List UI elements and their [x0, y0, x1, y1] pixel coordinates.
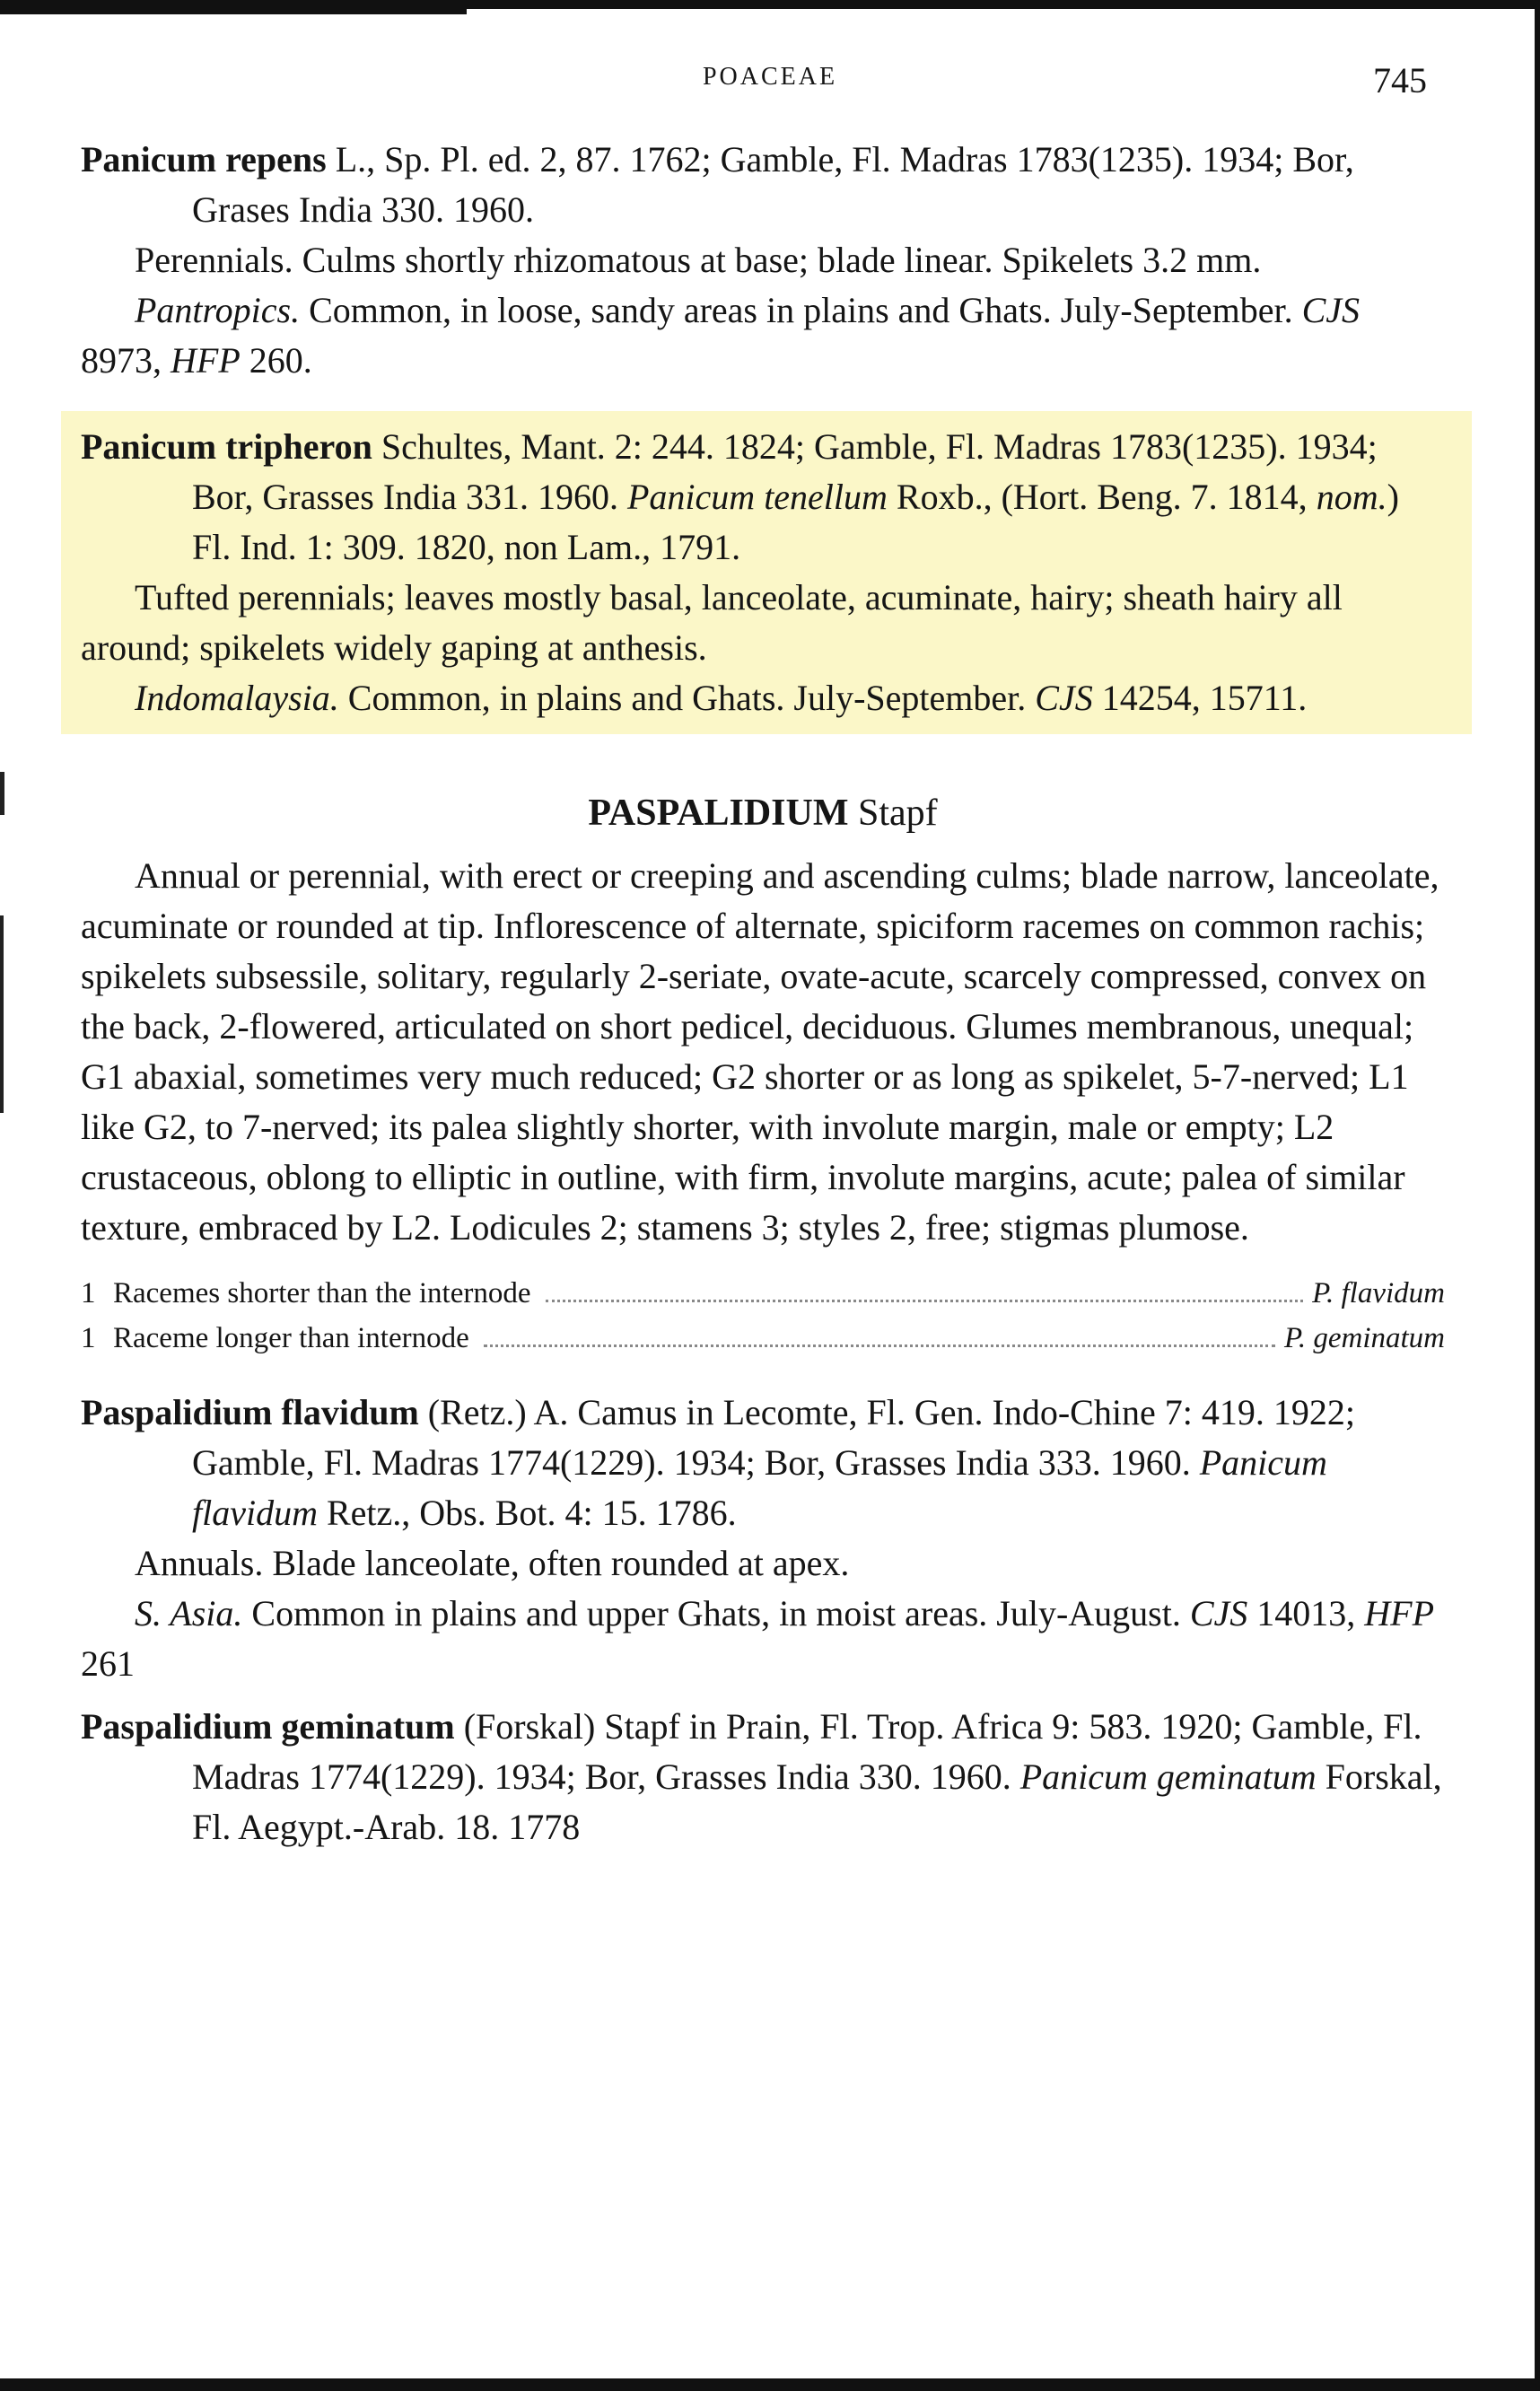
genus-title [81, 788, 1445, 838]
dot-leader [546, 1300, 1304, 1302]
distribution-text: Common in plains and upper Ghats, in moist areas. July-August. [242, 1593, 1190, 1633]
synonym-name: Panicum geminatum [1019, 1756, 1317, 1797]
species-citation: L., Sp. Pl. ed. 2, 87. 1762; Gamble, Fl. Madras 1783(1235). 1934; Bor, Grases India 330. 1960. [192, 139, 1354, 230]
dot-leader [484, 1344, 1275, 1347]
specimen-collector: HFP [1364, 1593, 1435, 1633]
key-lead-text: Racemes shorter than the internode [113, 1277, 531, 1309]
species-entry-paspalidium-flavidum [81, 1388, 1445, 1689]
genus-name: PASPALIDIUM [588, 793, 849, 834]
synonym-citation: Roxb., (Hort. Beng. 7. 1814, [887, 477, 1317, 517]
key-couplet [81, 1271, 1445, 1316]
species-description: Annuals. Blade lanceolate, often rounded at apex. [135, 1543, 850, 1583]
specimen-number: 14013, [1247, 1593, 1365, 1633]
genus-author: Stapf [848, 793, 938, 834]
genus-description: Annual or perennial, with erect or creeping and ascending culms; blade narrow, lanceolate, acuminate or rounded at tip. Inflorescence of alternate, spiciform racemes on common rachis; spikelets subsessile, solitary, regularly 2-seriate, ovate-acute, scarcely compressed, convex on the back, 2-flowered, articulated on short pedicel, deciduous. Glumes membranous, unequal; G1 abaxial, sometimes very much reduced; G2 shorter or as long as spikelet, 5-7-nerved; L1 like G2, to 7-nerved; its palea slightly shorter, with involute margin, male or empty; L2 crustaceous, oblong to elliptic in outline, with firm, involute margins, acute; palea of similar texture, embraced by L2. Lodicules 2; stamens 3; styles 2, free; stigmas plumose. [81, 855, 1439, 1248]
synonym-name: Panicum tenellum [627, 477, 888, 517]
species-description: Tufted perennials; leaves mostly basal, lanceolate, acuminate, hairy; sheath hairy all around; spikelets widely gaping at anthesis. [81, 577, 1343, 668]
specimen-collector: CJS [1189, 1593, 1248, 1633]
synonym-citation-end: ) Fl. Ind. 1: 309. 1820, non Lam., 1791. [192, 477, 1399, 567]
species-name: Panicum repens [81, 139, 327, 180]
specimen-collector: HFP [171, 340, 241, 381]
species-entry-panicum-tripheron [61, 411, 1472, 734]
specimen-number: 8973, [81, 340, 171, 381]
page-number: 745 [1373, 60, 1427, 101]
species-name: Paspalidium flavidum [81, 1392, 419, 1432]
distribution-region: S. Asia. [135, 1593, 243, 1633]
species-heading [81, 1702, 1445, 1852]
species-heading [81, 135, 1445, 235]
distribution-text: Common, in plains and Ghats. July-September. [338, 678, 1036, 718]
species-citation: (Retz.) A. Camus in Lecomte, Fl. Gen. Indo-Chine 7: 419. 1922; Gamble, Fl. Madras 1774(1229). 1934; Bor, Grasses India 333. 1960. [192, 1392, 1355, 1483]
species-distribution [81, 1589, 1445, 1689]
species-entry-paspalidium-geminatum [81, 1702, 1445, 1852]
specimen-number: 261 [81, 1643, 135, 1684]
key-taxon: P. geminatum [1283, 1322, 1445, 1354]
distribution-region: Pantropics. [135, 290, 301, 330]
identification-key [81, 1271, 1445, 1361]
running-head: POACEAE [702, 63, 838, 91]
scan-edge-left-mark [0, 772, 4, 815]
species-description: Perennials. Culms shortly rhizomatous at base; blade linear. Spikelets 3.2 mm. [135, 240, 1262, 280]
key-number: 1 [81, 1322, 96, 1354]
specimen-number: 260. [240, 340, 312, 381]
species-distribution [81, 285, 1445, 386]
scan-edge-top [0, 0, 1540, 9]
key-taxon: P. flavidum [1312, 1277, 1445, 1309]
scan-edge-left-mark [0, 915, 4, 1113]
species-name: Panicum tripheron [81, 426, 372, 467]
specimen-number: 14254, 15711. [1092, 678, 1308, 718]
distribution-region: Indomalaysia. [135, 678, 339, 718]
species-distribution [81, 673, 1445, 723]
species-heading [81, 1388, 1445, 1538]
species-citation: Schultes, Mant. 2: 244. 1824; Gamble, Fl. Madras 1783(1235). 1934; Bor, Grasses India 331. 1960. [192, 426, 1378, 517]
specimen-collector: CJS [1035, 678, 1093, 718]
key-number: 1 [81, 1277, 96, 1309]
page-content [81, 135, 1445, 1852]
scan-edge-right [1535, 0, 1540, 2391]
nomen-note: nom. [1316, 477, 1387, 517]
key-lead-text: Raceme longer than internode [113, 1322, 469, 1354]
page-header [0, 52, 1540, 106]
specimen-collector: CJS [1301, 290, 1361, 330]
species-citation: (Forskal) Stapf in Prain, Fl. Trop. Africa 9: 583. 1920; Gamble, Fl. Madras 1774(1229). 1934; Bor, Grasses India 330. 1960. [192, 1706, 1422, 1797]
distribution-text: Common, in loose, sandy areas in plains and Ghats. July-September. [300, 290, 1302, 330]
synonym-name: Panicum flavidum [192, 1442, 1327, 1533]
key-couplet [81, 1316, 1445, 1361]
synonym-citation: Retz., Obs. Bot. 4: 15. 1786. [317, 1493, 737, 1533]
synonym-citation: Forskal, Fl. Aegypt.-Arab. 18. 1778 [192, 1756, 1442, 1847]
species-name: Paspalidium geminatum [81, 1706, 455, 1747]
scan-edge-top-strip [0, 9, 467, 14]
species-entry-panicum-repens [81, 135, 1445, 386]
scan-edge-bottom [0, 2378, 1540, 2391]
species-heading [81, 422, 1445, 573]
